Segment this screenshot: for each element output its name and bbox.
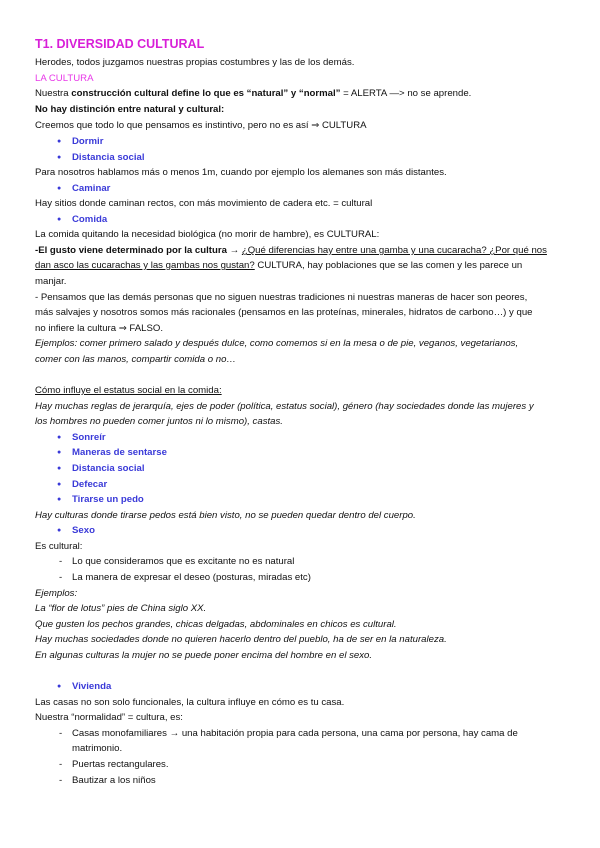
text-line: La comida quitando la necesidad biológica (no morir de hambre), es CULTURAL: bbox=[35, 229, 380, 240]
dash-item: Lo que consideramos que es excitante no es natural bbox=[72, 556, 295, 567]
text-line: más salvajes y nosotros somos más racionales (pensamos en las proteínas, minerales, hidratos de carbono…) y que bbox=[35, 307, 533, 318]
dash-icon: - bbox=[59, 759, 63, 770]
bullet-icon: ● bbox=[57, 154, 62, 161]
text-line: comer con las manos, compartir comida o no… bbox=[35, 354, 237, 365]
dash-item: Bautizar a los niños bbox=[72, 775, 156, 786]
bullet-icon: ● bbox=[57, 496, 62, 503]
bullet-icon: ● bbox=[57, 465, 62, 472]
text-line: Ejemplos: bbox=[35, 588, 78, 599]
list-item-comida: Comida bbox=[72, 214, 108, 225]
dash-icon: - bbox=[59, 572, 63, 583]
text-line: no infiere la cultura ⇒ FALSO. bbox=[35, 323, 164, 334]
section-heading-cultura: LA CULTURA bbox=[35, 73, 94, 84]
text-line: Las casas no son solo funcionales, la cultura influye en cómo es tu casa. bbox=[35, 697, 345, 708]
dash-item: Casas monofamiliares → una habitación propia para cada persona, una cama por persona, hay cama de bbox=[72, 728, 518, 739]
text-line: Ejemplos: comer primero salado y después dulce, como comemos si en la mesa o de pie, veganos, vegetarianos, bbox=[35, 338, 519, 349]
bullet-icon: ● bbox=[57, 527, 62, 534]
dash-icon: - bbox=[59, 728, 63, 739]
text-line: Nuestra “normalidad” = cultura, es: bbox=[35, 712, 183, 723]
bullet-icon: ● bbox=[57, 683, 62, 690]
bullet-icon: ● bbox=[57, 216, 62, 223]
text-line: los hombres no pueden comer juntos ni lo mismo), castas. bbox=[35, 416, 283, 427]
text-line: -El gusto viene determinado por la cultura → ¿Qué diferencias hay entre una gamba y una cucaracha? ¿Por qué nos bbox=[35, 245, 547, 256]
text-line: Creemos que todo lo que pensamos es instintivo, pero no es así ⇒ CULTURA bbox=[35, 120, 367, 131]
text-line: dan asco las cucarachas y las gambas nos gustan? CULTURA, hay poblaciones que se las comen y les parece un bbox=[35, 260, 523, 271]
text-line: La “flor de lotus” pies de China siglo XX. bbox=[35, 603, 207, 614]
dash-item: La manera de expresar el deseo (posturas, miradas etc) bbox=[72, 572, 311, 583]
list-item-pedo: Tirarse un pedo bbox=[72, 494, 144, 505]
text-line: Para nosotros hablamos más o menos 1m, cuando por ejemplo los alemanes son más distantes. bbox=[35, 167, 447, 178]
text-line: Hay sitios donde caminan rectos, con más movimiento de cadera etc. = cultural bbox=[35, 198, 373, 209]
text-line: Hay muchas sociedades donde no quieren hacerlo dentro del pueblo, ha de ser en la naturaleza. bbox=[35, 634, 447, 645]
section-heading-estatus: Cómo influye el estatus social en la comida: bbox=[35, 385, 222, 396]
page-title: T1. DIVERSIDAD CULTURAL bbox=[35, 37, 205, 51]
list-item-maneras-sentarse: Maneras de sentarse bbox=[72, 447, 167, 458]
dash-item: Puertas rectangulares. bbox=[72, 759, 169, 770]
text-line: En algunas culturas la mujer no se puede poner encima del hombre en el sexo. bbox=[35, 650, 373, 661]
text-line: Hay muchas reglas de jerarquía, ejes de poder (política, estatus social), género (hay sociedades donde las mujeres y bbox=[35, 401, 534, 412]
dash-item-continuation: matrimonio. bbox=[72, 743, 123, 754]
dash-icon: - bbox=[59, 556, 63, 567]
dash-icon: - bbox=[59, 775, 63, 786]
bullet-icon: ● bbox=[57, 434, 62, 441]
list-item-dormir: Dormir bbox=[72, 136, 104, 147]
list-item-distancia-social: Distancia social bbox=[72, 152, 145, 163]
text-line: Hay culturas donde tirarse pedos está bien visto, no se pueden quedar dentro del cuerpo. bbox=[35, 510, 416, 521]
list-item-sexo: Sexo bbox=[72, 525, 95, 536]
bullet-icon: ● bbox=[57, 185, 62, 192]
bullet-icon: ● bbox=[57, 138, 62, 145]
bullet-icon: ● bbox=[57, 449, 62, 456]
text-line: Nuestra construcción cultural define lo que es “natural” y “normal” = ALERTA —> no se aprende. bbox=[35, 88, 472, 99]
text-line: manjar. bbox=[35, 276, 67, 287]
list-item-sonreir: Sonreír bbox=[72, 432, 106, 443]
list-item-defecar: Defecar bbox=[72, 479, 108, 490]
text-line: - Pensamos que las demás personas que no siguen nuestras tradiciones ni nuestras maneras de hacer son peores, bbox=[35, 292, 528, 303]
list-item-distancia-social-2: Distancia social bbox=[72, 463, 145, 474]
text-line: Herodes, todos juzgamos nuestras propias costumbres y las de los demás. bbox=[35, 57, 355, 68]
list-item-vivienda: Vivienda bbox=[72, 681, 112, 692]
text-line: Que gusten los pechos grandes, chicas delgadas, abdominales en chicos es cultural. bbox=[35, 619, 397, 630]
text-line: Es cultural: bbox=[35, 541, 83, 552]
bullet-icon: ● bbox=[57, 481, 62, 488]
text-line: No hay distinción entre natural y cultural: bbox=[35, 104, 225, 115]
list-item-caminar: Caminar bbox=[72, 183, 111, 194]
